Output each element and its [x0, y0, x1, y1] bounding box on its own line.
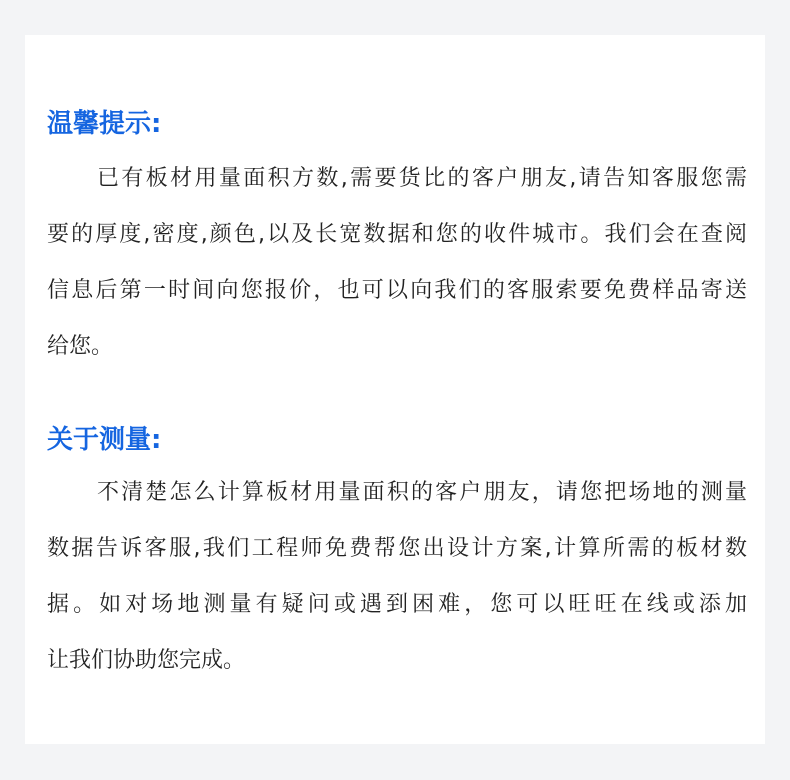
- info-card: [25, 35, 765, 744]
- measure-paragraph: [47, 465, 747, 689]
- tips-heading: 温馨提示:: [47, 109, 162, 139]
- measure-line-3: 据。如对场地测量有疑问或遇到困难，您可以旺旺在线或添加: [47, 592, 747, 617]
- measure-line-2: 数据告诉客服,我们工程师免费帮您出设计方案,计算所需的板材数: [47, 536, 747, 561]
- tips-line-1: 已有板材用量面积方数,需要货比的客户朋友,请告知客服您需: [97, 166, 747, 191]
- measure-heading: 关于测量:: [47, 425, 162, 455]
- tips-line-3: 信息后第一时间向您报价，也可以向我们的客服索要免费样品寄送: [47, 278, 747, 303]
- tips-paragraph: [47, 151, 747, 375]
- measure-line-1: 不清楚怎么计算板材用量面积的客户朋友，请您把场地的测量: [97, 480, 747, 505]
- measure-line-4: 让我们协助您完成。: [47, 648, 246, 673]
- tips-line-4: 给您。: [47, 334, 114, 359]
- tips-line-2: 要的厚度,密度,颜色,以及长宽数据和您的收件城市。我们会在查阅: [47, 222, 747, 247]
